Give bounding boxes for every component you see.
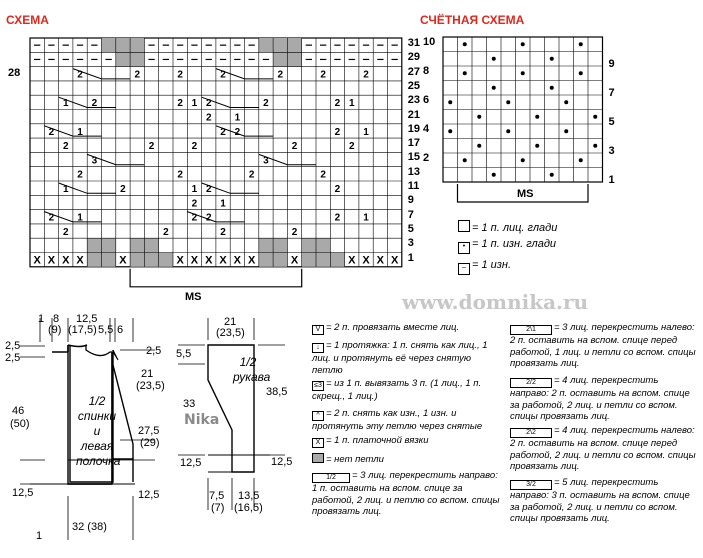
front-dim-1: 1 — [38, 313, 45, 325]
legend-text: = 1 протяжка: 1 п. снять как лиц., 1 лиц. и протянуть её через снятую петлю — [312, 340, 488, 376]
front-dim-46: 46 — [12, 405, 25, 417]
front-dim-32: 32 (38) — [72, 521, 107, 533]
cable-cell-number: 1 — [234, 112, 241, 124]
main-chart-row-number: 19 — [407, 122, 421, 135]
purl-dot — [506, 100, 510, 104]
garter-stitch-cell: X — [190, 254, 199, 267]
legend-symbol-icon: ^ — [312, 411, 324, 421]
no-stitch-cell — [273, 38, 287, 52]
garter-stitch-cell: X — [376, 254, 385, 267]
cable-cell-number: 2 — [177, 169, 183, 181]
purl-dot — [564, 100, 568, 104]
no-stitch-cell — [87, 238, 101, 252]
sleeve-dim-5-5: 5,5 — [176, 348, 192, 360]
purl-dot — [550, 173, 554, 177]
sleeve-dim-7-5: 7,5 — [209, 490, 225, 502]
cable-cell-number: 2 — [363, 69, 369, 81]
front-dim-17-5: (17,5) — [68, 324, 97, 336]
no-stitch-cell — [316, 238, 330, 252]
purl-dot — [579, 71, 583, 75]
cable-cell-number: 2 — [234, 126, 241, 138]
cable-cell-number: 2 — [291, 141, 298, 153]
count-schema-title: СЧЁТНАЯ СХЕМА — [420, 13, 525, 27]
garter-stitch-cell: X — [33, 254, 41, 267]
cable-cell-number: 3 — [263, 155, 269, 167]
legend-cable-icon: 2\1 — [510, 325, 552, 335]
cable-cell-number: 2 — [205, 184, 212, 195]
cable-cell-number: 2 — [334, 212, 341, 224]
main-chart-row-number: 5 — [407, 222, 414, 235]
legend-mid-item — [312, 322, 500, 335]
garter-stitch-cell: X — [233, 254, 242, 267]
purl-dot — [521, 158, 525, 162]
sleeve-dim-16-5: (16,5) — [234, 502, 263, 514]
garter-stitch-cell: X — [205, 254, 213, 267]
cable-cell-number: 2 — [134, 69, 141, 81]
count-chart-ms-label: MS — [517, 188, 534, 200]
no-stitch-cell — [159, 253, 173, 267]
legend-cable-icon: 2\2 — [510, 428, 552, 438]
cable-cell-number: 2 — [148, 141, 155, 153]
cable-cell-number: 2 — [320, 69, 326, 81]
legend-mid-item — [312, 453, 500, 466]
legend-symbol-icon: ↓ — [312, 343, 324, 353]
front-dim-2-5b: 2,5 — [5, 352, 21, 364]
legend-mid-item — [312, 408, 500, 433]
main-chart-row-number: 27 — [407, 65, 421, 78]
legend-cable-icon: 3/2 — [510, 480, 552, 490]
cable-cell-number: 2 — [291, 226, 298, 238]
main-chart-grid — [30, 38, 402, 287]
legend-right-item — [510, 322, 698, 370]
front-dim-9: (9) — [48, 324, 62, 336]
purl-dot — [492, 173, 496, 177]
legend-text: = 4 лиц. перекрестить налево: 2 п. оставить на вспом. спице перед работой, 2 лиц. и петли со вспом. спицы провязать лиц. — [510, 425, 696, 472]
purl-dot — [521, 71, 525, 75]
purl-dot — [492, 57, 496, 61]
cable-cell-number: 2 — [205, 98, 212, 110]
count-chart-right-number: 9 — [608, 57, 615, 70]
cable-cell-number: 1 — [348, 98, 355, 110]
legend-purl: • = 1 п. изн. глади — [458, 239, 556, 254]
count-chart-right-number: 1 — [608, 173, 615, 186]
garter-stitch-cell: X — [62, 254, 70, 267]
legend-text: = 3 лиц. перекрестить направо: 1 п. оставить на вспом. спице за работой, 2 лиц. и петлю со вспом. спицы провязать лиц. — [312, 470, 500, 517]
no-stitch-cell — [87, 253, 101, 267]
garter-stitch-cell: X — [119, 254, 127, 267]
purl-dot — [506, 129, 510, 133]
cable-cell-number: 1 — [363, 126, 369, 138]
no-stitch-cell — [102, 253, 116, 267]
cable-cell-number: 2 — [220, 69, 226, 81]
cable-cell-number: 2 — [177, 69, 183, 81]
cable-cell-number: 1 — [77, 126, 83, 138]
cable-cell-number: 1 — [191, 98, 198, 110]
purl-dot — [463, 158, 467, 162]
purl-dot — [477, 115, 481, 119]
main-chart-row-number: 15 — [407, 151, 421, 164]
cable-cell-number: 1 — [62, 184, 69, 195]
legend-mid-item — [312, 378, 500, 403]
purl-dot — [579, 158, 583, 162]
purl-dot — [448, 100, 452, 104]
legend-symbol-icon: V — [312, 325, 324, 335]
front-dim-2-5a: 2,5 — [5, 340, 21, 352]
front-dim-12-5-left: 12,5 — [12, 487, 34, 499]
cable-cell-number: 3 — [91, 155, 98, 167]
legend-purl-stitch: – = 1 изн. — [458, 260, 511, 275]
sleeve-dim-12-5-left: 12,5 — [180, 457, 202, 469]
front-dim-12-5: 12,5 — [76, 313, 98, 325]
no-stitch-cell — [130, 38, 144, 52]
legend-symbol-icon: ≤3 — [312, 381, 324, 391]
sleeve-dim-13-5: 13,5 — [238, 490, 260, 502]
legend-symbol-icon: X — [312, 438, 324, 448]
cable-cell-number: 2 — [348, 141, 355, 153]
main-chart-row-number: 17 — [407, 137, 421, 150]
no-stitch-cell — [130, 253, 144, 267]
cable-cell-number: 2 — [62, 141, 69, 153]
cable-cell-number: 2 — [77, 69, 83, 81]
legend-right-item — [510, 477, 698, 525]
no-stitch-cell — [302, 253, 316, 267]
garter-stitch-cell: X — [176, 254, 184, 267]
cable-cell-number: 2 — [248, 169, 255, 181]
purl-dot — [463, 71, 467, 75]
cable-cell-number: 2 — [277, 69, 284, 81]
legend-text: = нет петли — [326, 454, 384, 465]
sleeve-piece-label: 1/2 рукава — [233, 355, 271, 384]
sleeve-dim-21: 21 — [224, 316, 237, 328]
legend-right-item — [510, 375, 698, 423]
cable-cell-number: 1 — [363, 212, 369, 224]
main-chart-row-number: 9 — [407, 194, 414, 207]
legend-text: = 3 лиц. перекрестить налево: 2 п. оставить на вспом. спице перед работой, 1 лиц. и петли со вспом. спицы провязать лиц. — [510, 322, 696, 369]
count-chart-right-number: 5 — [608, 115, 615, 128]
cable-cell-number: 2 — [77, 169, 83, 181]
cable-cell-number: 2 — [91, 98, 98, 110]
cable-cell-number: 2 — [191, 141, 198, 153]
signature-nika: Nika — [184, 412, 220, 428]
cable-cell-number: 2 — [48, 126, 55, 138]
main-chart-row-number: 29 — [407, 51, 421, 64]
main-chart-left-row: 28 — [8, 67, 21, 79]
main-chart-row-number: 25 — [407, 79, 421, 92]
front-dim-21: 21 — [141, 368, 154, 380]
no-stitch-cell — [116, 38, 130, 52]
legend-symbol-icon — [312, 453, 324, 463]
no-stitch-cell — [330, 253, 344, 267]
cable-cell-number: 2 — [320, 169, 326, 181]
front-dim-5-5: 5,5 — [98, 324, 114, 336]
cable-cell-number: 2 — [163, 226, 169, 238]
front-dim-23-5: (23,5) — [136, 380, 165, 392]
main-chart-row-number: 23 — [407, 94, 421, 107]
purl-dot — [463, 42, 467, 46]
front-dim-1-bottom: 1 — [36, 530, 43, 542]
no-stitch-cell — [102, 38, 116, 52]
purl-dot — [550, 57, 554, 61]
cable-cell-number: 1 — [191, 184, 198, 195]
main-chart-row-number: 1 — [407, 251, 414, 264]
front-piece-label: 1/2 спинки и левая полочка — [76, 394, 121, 468]
no-stitch-cell — [259, 238, 273, 252]
garter-stitch-cell: X — [219, 254, 227, 267]
front-dim-2-5c: 2,5 — [146, 345, 162, 357]
garter-stitch-cell: X — [290, 254, 299, 267]
schema-title: СХЕМА — [6, 13, 49, 27]
no-stitch-cell — [273, 238, 287, 252]
main-chart-row-number: 21 — [407, 108, 421, 121]
cable-cell-number: 2 — [334, 98, 341, 110]
garter-stitch-cell: X — [76, 254, 84, 267]
garter-stitch-cell: X — [348, 254, 356, 267]
cable-cell-number: 1 — [62, 98, 69, 110]
no-stitch-cell — [287, 52, 301, 66]
front-dim-12-5-right: 12,5 — [138, 489, 160, 501]
legend-text: = 1 п. платочной вязки — [326, 435, 429, 446]
front-dim-29: (29) — [140, 437, 160, 449]
count-chart-grid — [443, 37, 603, 202]
no-stitch-cell — [259, 253, 273, 267]
count-chart-right-number: 3 — [608, 144, 615, 157]
no-stitch-cell — [316, 253, 330, 267]
cable-cell-number: 2 — [62, 226, 69, 238]
main-chart-row-number: 13 — [407, 165, 421, 178]
no-stitch-cell — [130, 52, 144, 66]
purl-dot — [535, 144, 539, 148]
legend-text: = 2 п. снять как изн., 1 изн. и протянуть эту петлю через снятые — [312, 408, 483, 432]
sleeve-dim-38-5: 38,5 — [266, 386, 288, 398]
purl-dot — [593, 144, 597, 148]
sleeve-dim-7: (7) — [211, 502, 225, 514]
cable-cell-number: 2 — [191, 212, 198, 224]
front-dim-8: 8 — [53, 313, 60, 325]
count-chart-left-number: 2 — [423, 152, 430, 164]
no-stitch-cell — [102, 238, 116, 252]
cable-cell-number: 2 — [334, 184, 341, 195]
front-dim-50: (50) — [10, 418, 30, 430]
watermark-text: www.domnika.ru — [402, 290, 589, 314]
sleeve-dim-12-5-right: 12,5 — [271, 456, 293, 468]
legend-right-item — [510, 425, 698, 473]
no-stitch-cell — [130, 238, 144, 252]
front-dim-27-5: 27,5 — [138, 425, 160, 437]
legend-knit: = 1 п. лиц. глади — [458, 220, 557, 235]
legend-text: = из 1 п. вывязать 3 п. (1 лиц., 1 п. скрещ., 1 лиц.) — [312, 378, 482, 402]
purl-dot — [521, 42, 525, 46]
cable-cell-number: 2 — [220, 126, 226, 138]
cable-cell-number: 2 — [220, 226, 226, 238]
legend-cable-icon: 2/2 — [510, 378, 552, 388]
cable-cell-number: 2 — [334, 126, 341, 138]
legend-mid-item — [312, 340, 500, 376]
front-dim-6: 6 — [117, 324, 124, 336]
count-chart-left-number: 4 — [423, 123, 430, 135]
purl-dot — [535, 115, 539, 119]
no-stitch-cell — [144, 238, 158, 252]
garter-stitch-cell: X — [362, 254, 370, 267]
purl-dot — [477, 144, 481, 148]
cable-cell-number: 1 — [220, 198, 226, 210]
garter-stitch-cell: X — [390, 254, 399, 267]
no-stitch-cell — [273, 253, 287, 267]
cable-cell-number: 1 — [77, 212, 83, 224]
cable-cell-number: 2 — [191, 198, 198, 210]
garter-stitch-cell: X — [247, 254, 256, 267]
cable-cell-number: 2 — [48, 212, 55, 224]
no-stitch-cell — [287, 38, 301, 52]
main-chart-row-number: 7 — [407, 208, 414, 221]
no-stitch-cell — [144, 253, 158, 267]
main-chart-ms-label: MS — [185, 291, 202, 303]
cable-cell-number: 2 — [177, 98, 183, 110]
legend-text: = 5 лиц. перекрестить направо: 3 п. оставить на вспом. спице за работой, 2 лиц. и петли со вспом. спицы провязать лиц. — [510, 477, 690, 524]
purl-dot — [550, 86, 554, 90]
no-stitch-cell — [116, 52, 130, 66]
purl-dot — [579, 42, 583, 46]
main-chart-row-number: 31 — [407, 37, 421, 49]
no-stitch-cell — [273, 52, 287, 66]
main-chart-row-number: 11 — [407, 180, 420, 192]
count-chart-left-number: 10 — [423, 36, 436, 48]
main-chart-row-number: 3 — [407, 237, 414, 250]
legend-text: = 2 п. провязать вместе лиц. — [326, 322, 460, 333]
sleeve-dim-23-5: (23,5) — [216, 327, 245, 339]
count-chart-left-number: 8 — [423, 65, 430, 77]
legend-mid-item — [312, 435, 500, 448]
count-chart-left-number: 6 — [423, 94, 430, 106]
cable-cell-number: 2 — [120, 184, 126, 195]
garter-stitch-cell: X — [47, 254, 56, 267]
purl-dot — [448, 129, 452, 133]
legend-text: = 4 лиц. перекрестить направо: 2 п. оставить на вспом. спице за работой, 2 лиц. и петли со вспом. спицы провязать лиц. — [510, 375, 690, 422]
no-stitch-cell — [259, 38, 273, 52]
cable-cell-number: 2 — [205, 212, 212, 224]
sleeve-dim-33: 33 — [183, 398, 196, 410]
purl-dot — [564, 129, 568, 133]
legend-symbol-icon: 1/2 — [312, 473, 350, 483]
purl-dot — [593, 115, 597, 119]
cable-cell-number: 2 — [263, 98, 269, 110]
legend-mid-item — [312, 470, 500, 518]
purl-dot — [492, 86, 496, 90]
count-chart-right-number: 7 — [608, 86, 615, 99]
no-stitch-cell — [302, 238, 316, 252]
cable-cell-number: 2 — [205, 112, 212, 124]
